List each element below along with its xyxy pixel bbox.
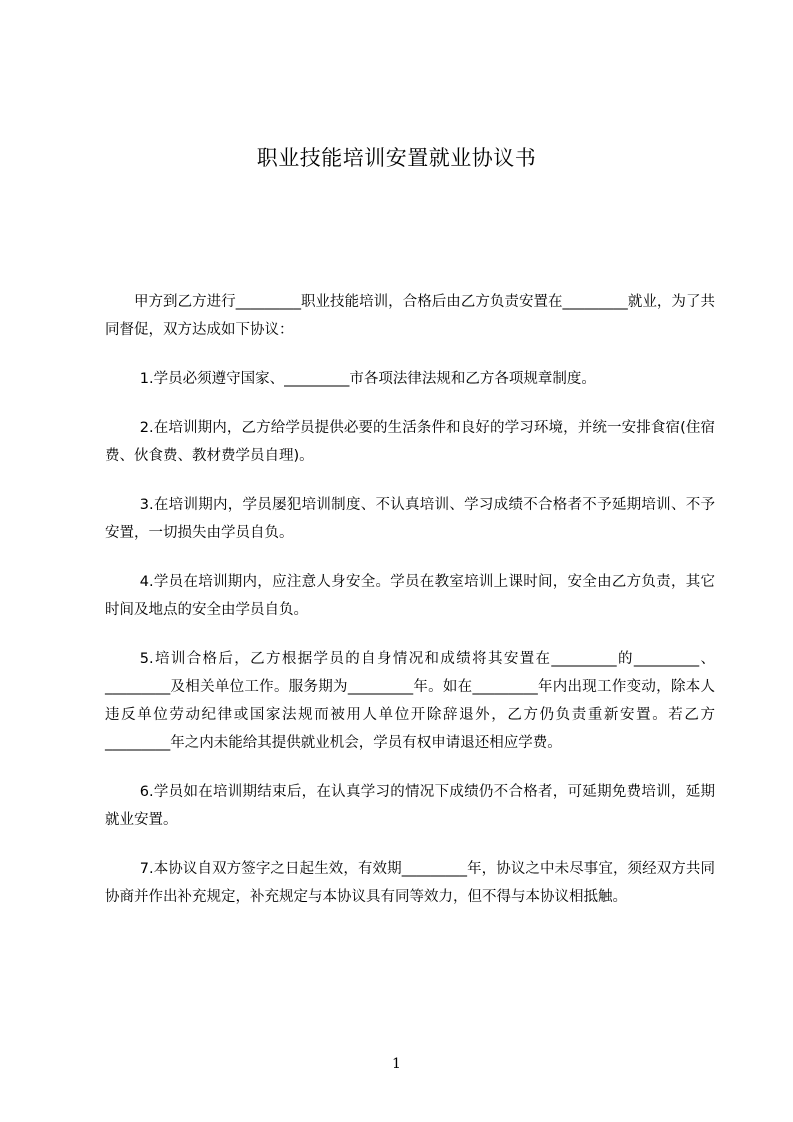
intro-paragraph: 甲方到乙方进行_________职业技能培训，合格后由乙方负责安置在_________就业，为了共同督促，双方达成如下协议： (105, 294, 715, 338)
clause-3: 3.在培训期内，学员屡犯培训制度、不认真培训、学习成绩不合格者不予延期培训、不予安置，一切损失由学员自负。 (105, 497, 715, 541)
clause-6: 6.学员如在培训期结束后，在认真学习的情况下成绩仍不合格者，可延期免费培训，延期就业安置。 (105, 784, 715, 828)
clause-5: 5.培训合格后，乙方根据学员的自身情况和成绩将其安置在_________的_________、_________及相关单位工作。服务期为_________年。如在_________年内出现工作变动，除本人违反单位劳动纪律或国家法规而被用人单位开除辞退外，乙方仍负责重新安置。若乙方_________年之内未能给其提供就业机会，学员有权申请退还相应学费。 (105, 651, 715, 751)
clause-1: 1.学员必须遵守国家、_________市各项法律法规和乙方各项规章制度。 (139, 371, 596, 387)
clause-7: 7.本协议自双方签字之日起生效，有效期_________年，协议之中未尽事宜，须经双方共同协商并作出补充规定，补充规定与本协议具有同等效力，但不得与本协议相抵触。 (105, 861, 715, 905)
document-title: 职业技能培训安置就业协议书 (256, 146, 537, 170)
document-body (105, 288, 715, 911)
page-number: 1 (392, 1056, 401, 1072)
clause-4: 4.学员在培训期内，应注意人身安全。学员在教室培训上课时间，安全由乙方负责，其它时间及地点的安全由学员自负。 (105, 574, 715, 618)
clause-2: 2.在培训期内，乙方给学员提供必要的生活条件和良好的学习环境，并统一安排食宿(住宿费、伙食费、教材费学员自理)。 (105, 420, 715, 464)
